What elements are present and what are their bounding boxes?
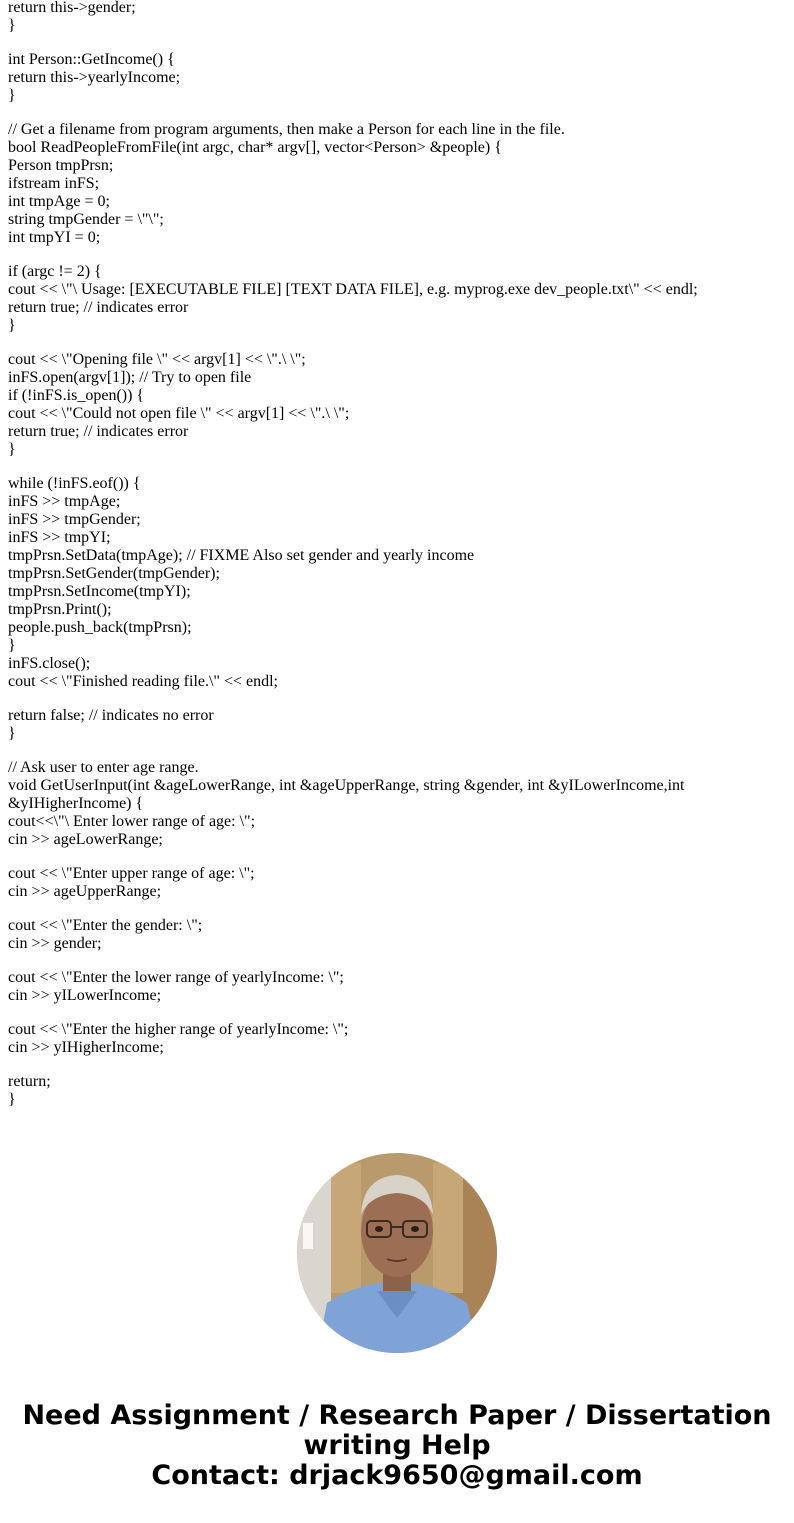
code-line: cin >> yIHigherIncome; — [8, 1039, 164, 1056]
code-line: return this->gender; — [8, 0, 136, 16]
code-line: inFS.close(); — [8, 655, 91, 672]
code-line: void GetUserInput(int &ageLowerRange, int &ageUpperRange, string &gender, int &yILowerIncome,int &yIHigherIncome) { — [8, 777, 689, 812]
code-blank-line — [8, 743, 778, 759]
code-line: // Ask user to enter age range. — [8, 759, 199, 776]
code-line: people.push_back(tmpPrsn); — [8, 619, 192, 636]
code-line: tmpPrsn.SetGender(tmpGender); — [8, 565, 220, 582]
code-line: inFS >> tmpYI; — [8, 529, 111, 546]
code-line: ifstream inFS; — [8, 175, 100, 192]
code-line: cout << \"Enter the lower range of yearlyIncome: \"; — [8, 969, 344, 986]
code-line: return true; // indicates error — [8, 299, 189, 316]
code-blank-line — [8, 1057, 778, 1073]
code-line: cin >> ageLowerRange; — [8, 831, 163, 848]
code-line: bool ReadPeopleFromFile(int argc, char* argv[], vector<Person> &people) { — [8, 139, 502, 156]
code-line: if (!inFS.is_open()) { — [8, 387, 145, 404]
code-line: cout << \"Finished reading file.\" << endl; — [8, 673, 278, 690]
code-blank-line — [8, 335, 778, 351]
code-line: cout << \"Could not open file \" << argv[1] << \".\ \"; — [8, 405, 350, 422]
code-line: cin >> ageUpperRange; — [8, 883, 162, 900]
code-line: } — [8, 17, 16, 34]
code-line: cout << \"Enter upper range of age: \"; — [8, 865, 255, 882]
code-line: if (argc != 2) { — [8, 263, 102, 280]
promo-line-2: writing Help — [303, 1430, 491, 1461]
code-line: inFS >> tmpGender; — [8, 511, 141, 528]
code-listing — [8, 0, 778, 1109]
code-line: int tmpAge = 0; — [8, 193, 110, 210]
code-line: cin >> gender; — [8, 935, 102, 952]
code-line: int tmpYI = 0; — [8, 229, 101, 246]
code-line: return true; // indicates error — [8, 423, 189, 440]
promo-line-1: Need Assignment / Research Paper / Dissertation — [22, 1400, 772, 1431]
author-photo — [297, 1153, 497, 1353]
code-line: cout << \"\ Usage: [EXECUTABLE FILE] [TEXT DATA FILE], e.g. myprog.exe dev_people.txt\" << endl; — [8, 281, 698, 298]
code-line: cout<<\"\ Enter lower range of age: \"; — [8, 813, 256, 830]
code-blank-line — [8, 849, 778, 865]
promo-banner — [0, 1401, 794, 1491]
code-line: cin >> yILowerIncome; — [8, 987, 162, 1004]
code-line: } — [8, 725, 16, 742]
code-line: } — [8, 1091, 16, 1108]
code-blank-line — [8, 35, 778, 51]
code-blank-line — [8, 247, 778, 263]
code-line: tmpPrsn.SetData(tmpAge); // FIXME Also set gender and yearly income — [8, 547, 475, 564]
code-line: // Get a filename from program arguments, then make a Person for each line in the file. — [8, 121, 565, 138]
code-line: cout << \"Enter the higher range of yearlyIncome: \"; — [8, 1021, 349, 1038]
author-photo-icon — [297, 1153, 497, 1353]
code-line: Person tmpPrsn; — [8, 157, 114, 174]
code-blank-line — [8, 105, 778, 121]
code-line: return false; // indicates no error — [8, 707, 214, 724]
code-line: return; — [8, 1073, 51, 1090]
code-line: int Person::GetIncome() { — [8, 51, 175, 68]
code-blank-line — [8, 901, 778, 917]
code-line: cout << \"Enter the gender: \"; — [8, 917, 203, 934]
promo-contact: Contact: drjack9650@gmail.com — [151, 1460, 643, 1491]
code-line: while (!inFS.eof()) { — [8, 475, 141, 492]
code-line: string tmpGender = \"\"; — [8, 211, 164, 228]
code-line: tmpPrsn.Print(); — [8, 601, 112, 618]
code-line: } — [8, 637, 16, 654]
code-line: return this->yearlyIncome; — [8, 69, 181, 86]
code-line: } — [8, 441, 16, 458]
code-blank-line — [8, 953, 778, 969]
code-line: inFS >> tmpAge; — [8, 493, 121, 510]
code-line: } — [8, 317, 16, 334]
code-line: } — [8, 87, 16, 104]
code-line: inFS.open(argv[1]); // Try to open file — [8, 369, 252, 386]
code-blank-line — [8, 691, 778, 707]
code-line: tmpPrsn.SetIncome(tmpYI); — [8, 583, 191, 600]
code-blank-line — [8, 1005, 778, 1021]
code-line: cout << \"Opening file \" << argv[1] << \".\ \"; — [8, 351, 306, 368]
code-blank-line — [8, 459, 778, 475]
